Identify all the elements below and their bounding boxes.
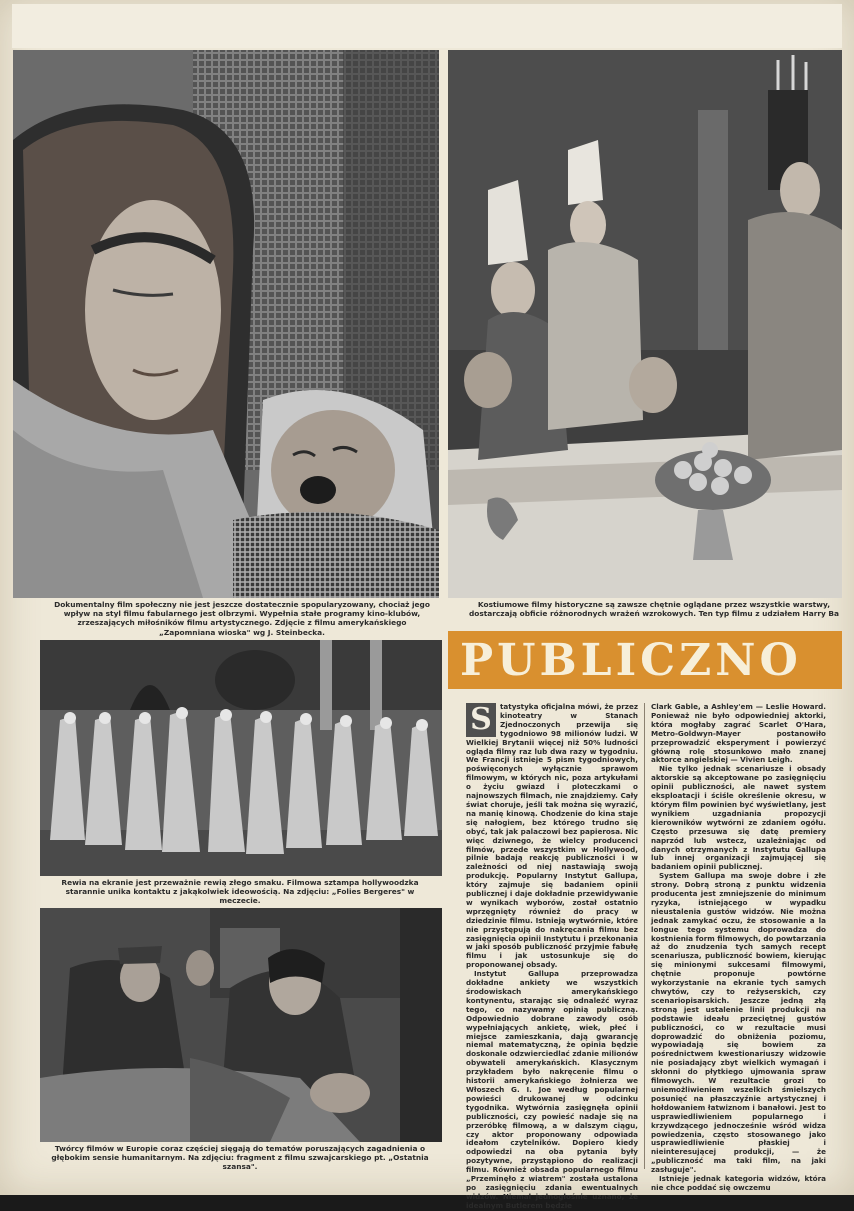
caption-photo4: Twórcy filmów w Europie coraz częściej sięgają do tematów poruszających zagadnienia o głębokim sensie humanitarnym. Na zdjęciu: fragment z filmu szwajcarskiego pt. „Ostatnia szansa". [51, 1144, 429, 1172]
photo-last-chance [40, 908, 442, 1142]
caption-photo1: Dokumentalny film społeczny nie jest jeszcze dostatecznie spopularyzowany, chociaż jego wpływ na styl filmu fabularnego jest olbrzymi. Wypełnia stałe programy kino-klubów, zrzeszających miłośników filmu artystycznego. Zdjęcie z filmu amerykańskiego „Zapomniana wioska" wg J. Steinbecka. [54, 600, 430, 637]
article-paragraph: tatystyka oficjalna mówi, że przez kinoteatry w Stanach Zjednoczonych przewija się tygodniowo 98 milionów ludzi. W Wielkiej Brytanii więcej niż 50% ludności ogląda filmy raz lub dwa razy w tygodniu. We Francji istnieje 5 pism tygodniowych, poświęconych wyłącznie sprawom filmowym, w których nic, poza artykułami o życiu gwiazd i ploteczkami o najnowszych filmach, nie znajdziemy. Cały świat choruje, jeśli tak można się wyrazić, na manię kinową. Chodzenie do kina staje się nałogiem, bez którego trudno się obyć, tak jak palaczowi bez papierosa. Nic więc dziwnego, że wielcy producenci filmów, przede wszystkim w Hollywood, pilnie badają reakcję publiczności i w zależności od niej nastawiają swoją produkcję. Popularny Instytut Gallupa, który zajmuje się badaniem opinii publicznej i daje dokładnie przewidywanie w wynikach wyborów, został ostatnio wprzęgnięty również do pracy w dziedzinie filmu. Istnieją wytwórnie, które nie przystępują do nakręcania filmu bez zasięgnięcia opinii Instytutu i przekonania w jaki sposób publiczność przyjmie fabułę filmu i jak ustosunkuje się do proponowanej obsady. [466, 702, 638, 970]
article-column-2 [651, 702, 826, 1192]
caption-photo3: Rewia na ekranie jest przeważnie rewią złego smaku. Filmowa sztampa hollywoodzka starannie unika kontaktu z jakąkolwiek ideowością. Na zdjęciu: „Folies Bergeres" w meczecie. [61, 878, 419, 906]
article-paragraph: Istnieje jednak kategoria widzów, która nie chce poddać się owczemu [651, 1174, 826, 1192]
photo-revue-dancers [40, 640, 442, 876]
article-paragraph: Instytut Gallupa przeprowadza dokładne ankiety we wszystkich środowiskach amerykańskiego kontynentu, starając się odnaleźć wyraz tego, co nazywamy opinią publiczną. Odpowiednio dobrane zawody osób wypełniających ankietę, wiek, płeć i miejsce zamieszkania, dają gwarancję niemal matematyczną, że opinia będzie doskonale odzwierciedlać zdanie milionów obywateli amerykańskich. Klasycznym przykładem było nakręcenie filmu o historii amerykańskiego żołnierza we Włoszech G. I. Joe według popularnej powieści drukowanej w odcinku tygodnika. Wytwórnia zasięgnęła opinii publiczności, czy powieść nadaje się na przeróbkę filmową, a w dalszym ciągu, czy aktor proponowany odpowiada ideałom czytelników. Dopiero kiedy odpowiedzi na oba pytania były pozytywne, przystąpiono do realizacji filmu. Również obsada popularnego filmu „Przeminęło z wiatrem" została ustalona po zasięgnięciu zdania ewentualnych widzów. Niemal jednogłośnie uznano, że idealnym Butlerem będzie [466, 969, 638, 1210]
article-paragraph: Clark Gable, a Ashley'em — Leslie Howard. Ponieważ nie było odpowiedniej aktorki, która mogłaby zagrać Scarlet O'Hara, Metro-Goldwyn-Mayer postanowiło przeprowadzić eksperyment i powierzyć główną rolę stosunkowo mało znanej aktorce angielskiej — Vivien Leigh. [651, 702, 826, 765]
headline-banner [448, 631, 842, 689]
caption-photo2: Kostiumowe filmy historyczne są zawsze chętnie oglądane przez wszystkie warstwy, dostarczają obficie różnorodnych wrażeń wzrokowych. Ten typ filmu z udziałem Harry Ba [468, 600, 840, 619]
article-paragraph: System Gallupa ma swoje dobre i złe strony. Dobrą stroną z punktu widzenia producenta jest zmniejszenie do minimum ryzyka, istniejącego w wypadku nieustalenia gustów widzów. Nie można jednak zamykać oczu, że stosowanie a la longue tego systemu doprowadza do kostnienia form filmowych, do powtarzania aż do znudzenia tych samych recept scenariusza, publiczność bowiem, kierując się minionymi sukcesami filmowymi, chętnie proponuje powtórne wykorzystanie na ekranie tych samych chwytów, czy to reżyserskich, czy scenariopisarskich. Jeszcze jedną złą stroną jest ustalenie linii produkcji na podstawie ideału przeciętnej gustów publiczności, co w rezultacie musi doprowadzić do obniżenia poziomu, wypowiadają się bowiem za pośrednictwem kwestionariuszy widzowie nie posiadający zbyt wielkich wymagań i skłonni do płytkiego ujmowania spraw filmowych. W rezultacie grozi to uniemożliwieniem wszelkich śmielszych posunięć na płaszczyźnie artystycznej i hołdowaniem łatwiznom i banałowi. Jest to usprawiedliwieniem popularnego i krzywdzącego jednocześnie wśród widza powiedzenia, często stosowanego jako usprawiedliwienie płaskiej i nieinteresującej produkcji, — że „publiczność ma taki film, na jaki zasługuje". [651, 871, 826, 1175]
dropcap-letter: S [466, 703, 496, 737]
photo-mother-baby [13, 50, 439, 598]
photo-costume-banquet [448, 50, 842, 598]
page-top-margin [12, 4, 842, 48]
headline-title: PUBLICZNO [460, 635, 802, 686]
article-column-1 [466, 702, 638, 1210]
article-paragraph: Nie tylko jednak scenariusze i obsady aktorskie są akceptowane po zasięgnięciu opinii publiczności, ale nawet system eksploatacji i ściśle określenie okresu, w którym film powinien być wyświetlany, jest wynikiem uzgadniania propozycji kierowników wytwórni ze zdaniem ogółu. Często przesuwa się datę premiery naprzód lub wstecz, uzależniając od danych otrzymanych z Instytutu Gallupa lub innej organizacji zajmującej się badaniem opinii publicznej. [651, 764, 826, 872]
column-divider [644, 703, 645, 1169]
